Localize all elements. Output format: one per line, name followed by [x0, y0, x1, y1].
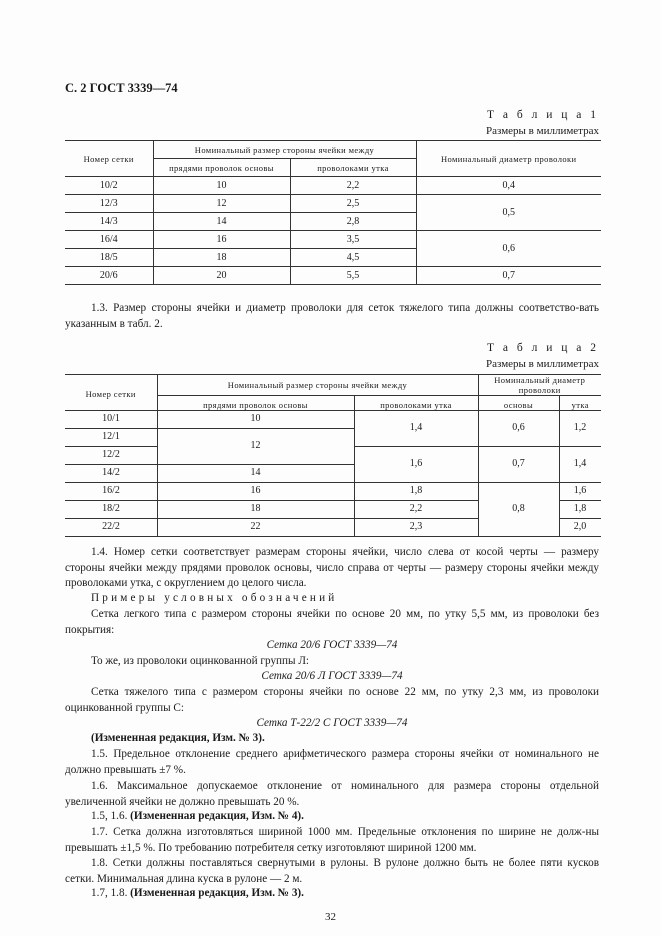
- edition-note-3b-text: (Измененная редакция, Изм. № 3).: [130, 887, 304, 899]
- table-cell: 0,6: [512, 422, 525, 433]
- example-3-code: Сетка Т-22/2 С ГОСТ 3339—74: [256, 717, 408, 729]
- table-cell: 16: [153, 231, 290, 249]
- table-cell: 18/2: [102, 503, 120, 514]
- edition-note-4-prefix: 1.5, 1.6.: [91, 810, 128, 822]
- table-cell: 2,2: [290, 177, 416, 195]
- paragraph-1-3: 1.3. Размер стороны ячейки и диаметр проволоки для сеток тяжелого типа должны соответство-вать указанным в табл. 2.: [65, 302, 599, 330]
- table-cell: 18: [250, 503, 261, 514]
- table-cell: 20: [153, 267, 290, 285]
- table-cell: 4,5: [290, 249, 416, 267]
- example-1-code: Сетка 20/6 ГОСТ 3339—74: [266, 639, 398, 651]
- table1-header-nominal: Номинальный размер стороны ячейки между: [153, 141, 416, 159]
- paragraph-1-7: 1.7. Сетка должна изготовляться шириной 1000 мм. Предельные отклонения по ширине не долж-ны превышать ±1,5 %. По требованию потребителя сетку изготовляют шириной 1200 мм.: [65, 826, 599, 854]
- table-cell: 18: [153, 249, 290, 267]
- table2-header-weft: проволоками утка: [354, 396, 478, 414]
- table2-header-diam: Номинальный диаметр проволоки: [478, 375, 601, 396]
- table-cell: 14/3: [65, 213, 153, 231]
- table-cell: 20/6: [65, 267, 153, 285]
- edition-note-4-text: (Измененная редакция, Изм. № 4).: [130, 810, 304, 822]
- edition-note-4: [91, 810, 304, 822]
- table2-header-diam-weft: утка: [559, 396, 601, 414]
- table2-caption: Т а б л и ц а 2: [486, 342, 599, 354]
- paragraph-1-4: 1.4. Номер сетки соответствует размерам стороны ячейки, число слева от косой черты — размеру стороны ячейки между прядями проволок основы, число справа от черты — размеру стороны ячейки между проволоками утка, с округлением до целого числа.: [65, 546, 599, 589]
- table-cell: 2,2: [409, 503, 423, 514]
- table-cell: 0,6: [416, 231, 601, 267]
- paragraph-1-8: 1.8. Сетки должны поставляться свернутыми в рулоны. В рулоне должно быть не более пяти кусков сетки. Минимальная длина куска в рулоне — 2 м.: [65, 857, 599, 885]
- table-cell: 3,5: [290, 231, 416, 249]
- table1-header-mesh: Номер сетки: [65, 141, 153, 177]
- example-2-code: Сетка 20/6 Л ГОСТ 3339—74: [261, 670, 403, 682]
- example-3-text: Сетка тяжелого типа с размером стороны ячейки по основе 22 мм, по утку 2,3 мм, из проволоки оцинкованной группы С:: [65, 686, 599, 714]
- table2-header-mesh: Номер сетки: [65, 375, 157, 414]
- table-cell: 2,5: [290, 195, 416, 213]
- table-cell: 16/4: [65, 231, 153, 249]
- table2-header-warp: прядями проволок основы: [157, 396, 354, 414]
- table2-header-diam-warp: основы: [478, 396, 559, 414]
- table2-header-nominal: Номинальный размер стороны ячейки между: [157, 375, 478, 396]
- table-cell: 12: [153, 195, 290, 213]
- table-cell: 2,3: [409, 521, 423, 532]
- table-cell: 14/2: [102, 467, 120, 478]
- table-cell: 0,7: [416, 267, 601, 285]
- edition-note-3: (Измененная редакция, Изм. № 3).: [91, 732, 265, 744]
- table-cell: 16: [250, 485, 261, 496]
- table-cell: 1,4: [409, 422, 423, 433]
- table2-body: [65, 410, 601, 537]
- table-cell: 22/2: [102, 521, 120, 532]
- edition-note-3b: [91, 887, 304, 899]
- table-cell: 10/2: [65, 177, 153, 195]
- table-cell: 10: [153, 177, 290, 195]
- table1-units: Размеры в миллиметрах: [486, 125, 599, 137]
- example-1-text: Сетка легкого типа с размером стороны ячейки по основе 20 мм, по утку 5,5 мм, из проволоки без покрытия:: [65, 608, 599, 636]
- example-2-text: То же, из проволоки оцинкованной группы Л:: [91, 655, 310, 667]
- paragraph-1-5: 1.5. Предельное отклонение среднего арифметического размера стороны ячейки от номинального не должно превышать ±7 %.: [65, 748, 599, 776]
- table-cell: 12/2: [102, 449, 120, 460]
- table-cell: 10: [250, 413, 261, 424]
- table-cell: 12: [250, 440, 261, 451]
- table-cell: 0,7: [512, 458, 525, 469]
- table1-header-warp: прядями проволок основы: [153, 159, 290, 177]
- page-number: 32: [325, 911, 336, 923]
- table-cell: 1,6: [573, 485, 587, 496]
- table-cell: 12/1: [102, 431, 120, 442]
- table-cell: 16/2: [102, 485, 120, 496]
- table-cell: 18/5: [65, 249, 153, 267]
- examples-heading: Примеры условных обозначений: [91, 592, 338, 604]
- table1-header-weft: проволоками утка: [290, 159, 416, 177]
- table1-header-diam: Номинальный диаметр проволоки: [416, 141, 601, 177]
- table-cell: 1,8: [573, 503, 587, 514]
- table2-units: Размеры в миллиметрах: [486, 358, 599, 370]
- table-cell: 1,8: [409, 485, 423, 496]
- table-cell: 12/3: [65, 195, 153, 213]
- table-cell: 2,0: [573, 521, 587, 532]
- table-cell: 22: [250, 521, 261, 532]
- table-cell: 2,8: [290, 213, 416, 231]
- table-cell: 0,8: [512, 503, 525, 514]
- table-cell: 14: [250, 467, 261, 478]
- table-cell: 0,5: [416, 195, 601, 231]
- table-cell: 14: [153, 213, 290, 231]
- page-header: С. 2 ГОСТ 3339—74: [65, 81, 178, 95]
- edition-note-3b-prefix: 1.7, 1.8.: [91, 887, 128, 899]
- table1: [65, 140, 601, 285]
- paragraph-1-6: 1.6. Максимальное допускаемое отклонение от номинального для размера стороны отдельной увеличенной ячейки не должно превышать 20 %.: [65, 780, 599, 808]
- table-cell: 1,2: [573, 422, 587, 433]
- table-cell: 1,4: [573, 458, 587, 469]
- table2: [65, 374, 601, 414]
- table-cell: 5,5: [290, 267, 416, 285]
- table1-caption: Т а б л и ц а 1: [486, 109, 599, 121]
- table-cell: 10/1: [102, 413, 120, 424]
- table-cell: 1,6: [409, 458, 423, 469]
- table-cell: 0,4: [416, 177, 601, 195]
